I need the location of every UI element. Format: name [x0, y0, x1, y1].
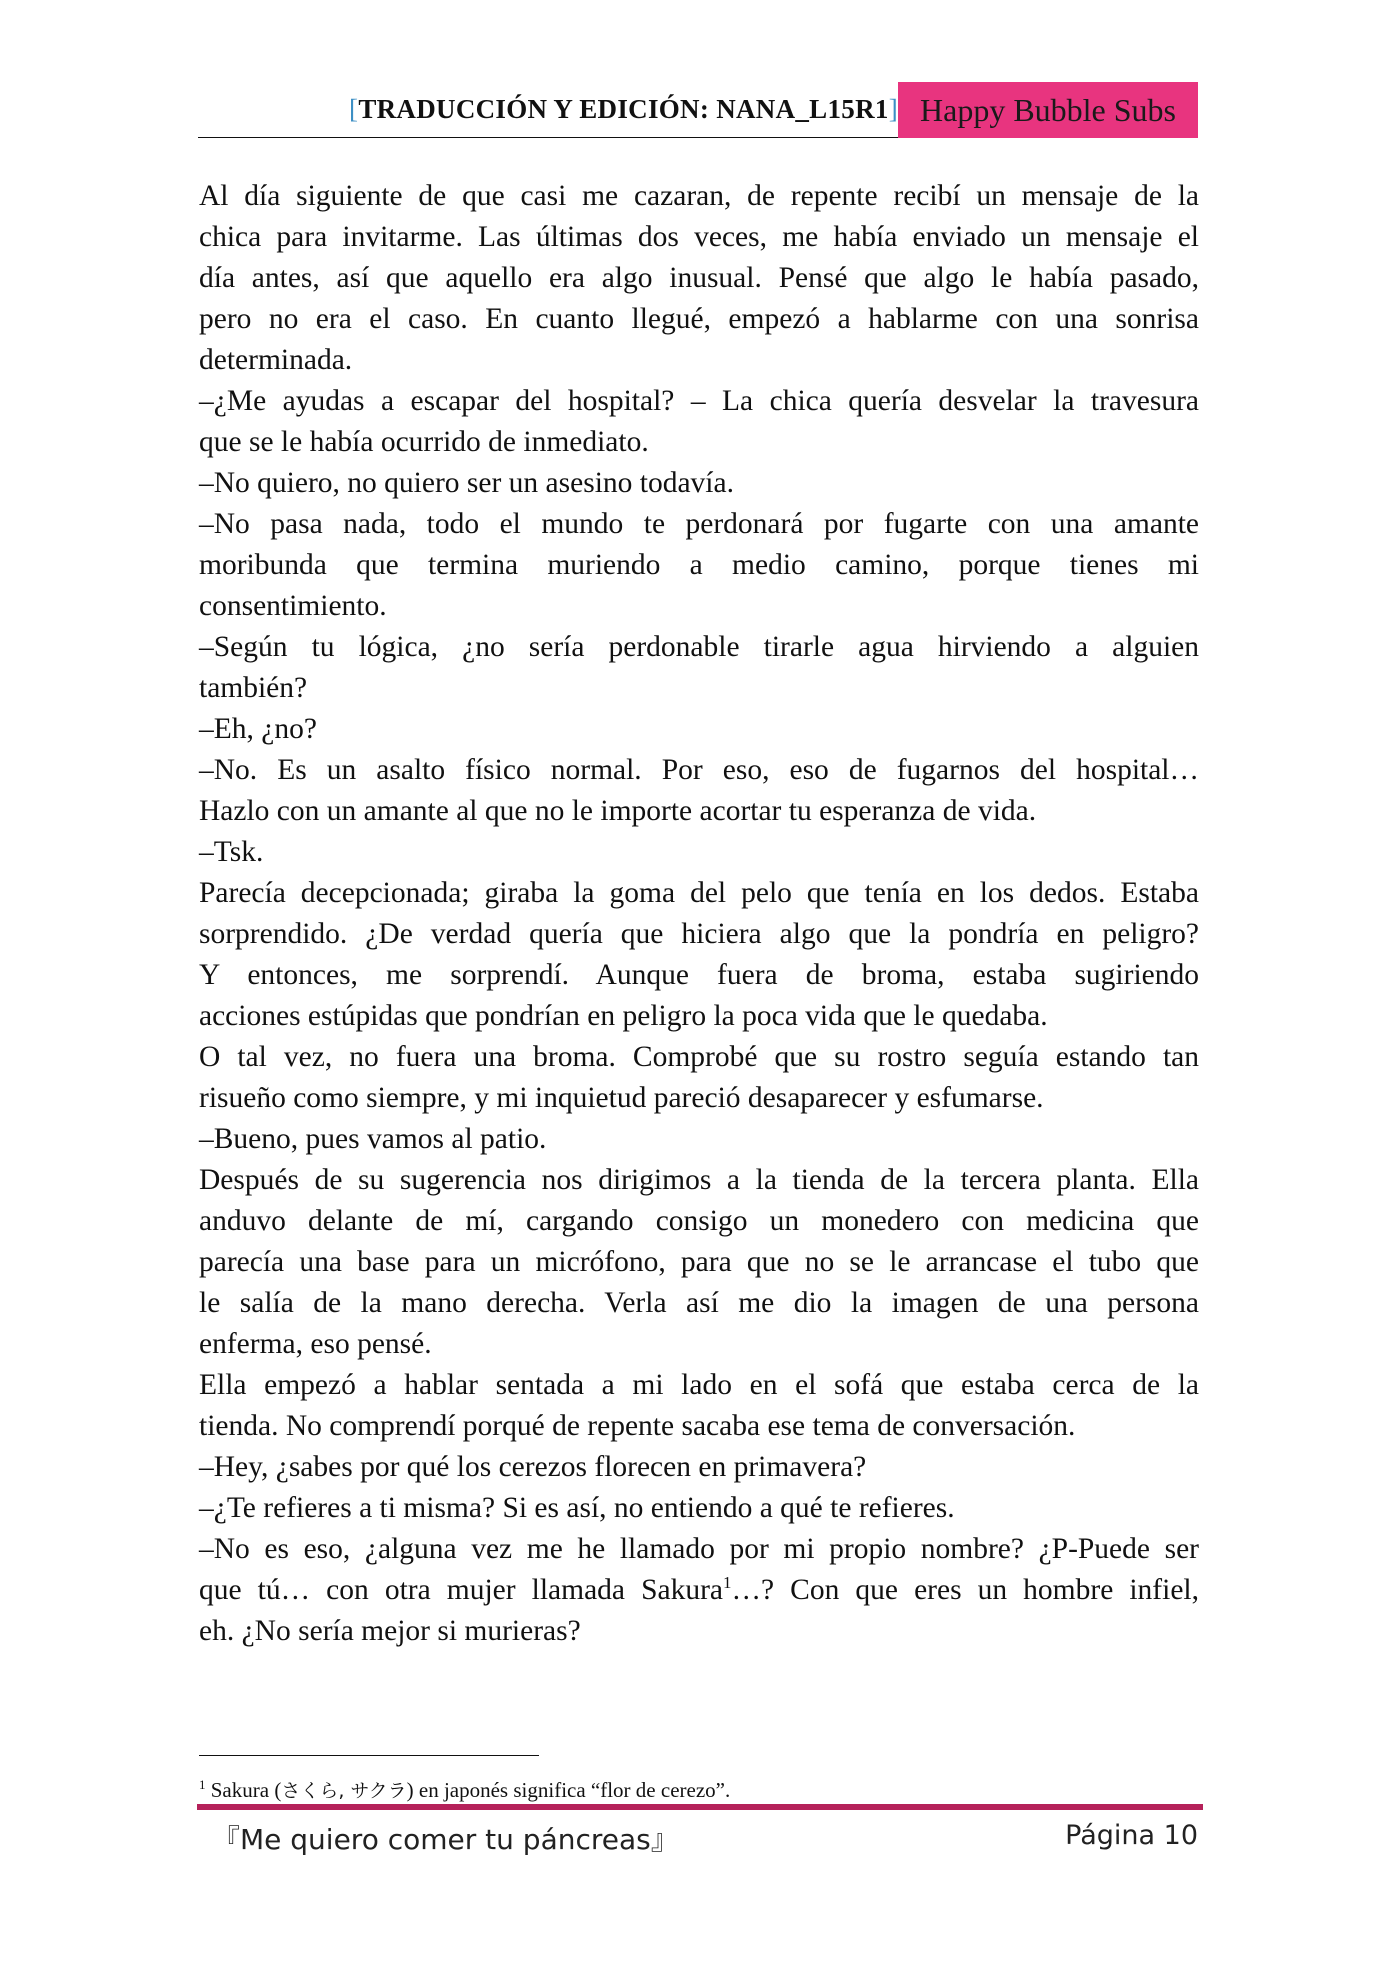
text-line: risueño como siempre, y mi inquietud pareció desaparecer y esfumarse. [199, 1082, 1044, 1114]
text-line: –Eh, ¿no? [199, 713, 317, 745]
group-badge: Happy Bubble Subs [898, 82, 1198, 138]
page-number: Página 10 [1065, 1820, 1198, 1851]
footnote-reference: 1 [723, 1573, 732, 1593]
page-header [198, 82, 1200, 138]
body-text [199, 176, 1199, 1652]
text-line: Después de su sugerencia nos dirigimos a la tienda de la tercera planta. Ella [199, 1164, 1199, 1196]
text-line: –Hey, ¿sabes por qué los cerezos florecen en primavera? [199, 1451, 867, 1483]
text-line: le salía de la mano derecha. Verla así me dio la imagen de una persona [199, 1287, 1199, 1319]
text-line: determinada. [199, 344, 353, 376]
text-line: –No. Es un asalto físico normal. Por eso, eso de fugarnos del hospital… [199, 754, 1199, 786]
text-line: día antes, así que aquello era algo inusual. Pensé que algo le había pasado, [199, 262, 1199, 294]
text-line: consentimiento. [199, 590, 387, 622]
text-line: chica para invitarme. Las últimas dos veces, me había enviado un mensaje el [199, 221, 1199, 253]
text-line: tienda. No comprendí porqué de repente sacaba ese tema de conversación. [199, 1410, 1076, 1442]
open-bracket: [ [349, 94, 359, 124]
text-line: eh. ¿No sería mejor si murieras? [199, 1615, 581, 1647]
text-line: Parecía decepcionada; giraba la goma del pelo que tenía en los dedos. Estaba [199, 877, 1199, 909]
text-line: O tal vez, no fuera una broma. Comprobé que su rostro seguía estando tan [199, 1041, 1199, 1073]
text-line: –No es eso, ¿alguna vez me he llamado por mi propio nombre? ¿P-Puede ser [199, 1533, 1199, 1565]
text-segment: …? Con que eres un hombre infiel, [731, 1574, 1199, 1606]
text-line: que se le había ocurrido de inmediato. [199, 426, 649, 458]
text-line: pero no era el caso. En cuanto llegué, empezó a hablarme con una sonrisa [199, 303, 1199, 335]
footer-rule [197, 1804, 1203, 1810]
text-line: también? [199, 672, 308, 704]
text-line: anduvo delante de mí, cargando consigo un monedero con medicina que [199, 1205, 1199, 1237]
text-line: acciones estúpidas que pondrían en peligro la poca vida que le quedaba. [199, 1000, 1048, 1032]
footnote [199, 1776, 730, 1803]
header-rule [198, 137, 900, 138]
text-line: –Tsk. [199, 836, 264, 868]
text-line: –¿Te refieres a ti misma? Si es así, no entiendo a qué te refieres. [199, 1492, 955, 1524]
text-segment: que tú… con otra mujer llamada Sakura [199, 1574, 723, 1606]
close-bracket: ] [888, 94, 898, 124]
text-line: –No pasa nada, todo el mundo te perdonará por fugarte con una amante [199, 508, 1199, 540]
text-line: enferma, eso pensé. [199, 1328, 432, 1360]
text-line: sorprendido. ¿De verdad quería que hiciera algo que la pondría en peligro? [199, 918, 1199, 950]
footnote-number: 1 [199, 1777, 206, 1792]
text-line: Hazlo con un amante al que no le importe acortar tu esperanza de vida. [199, 795, 1037, 827]
text-line: Al día siguiente de que casi me cazaran, de repente recibí un mensaje de la [199, 180, 1199, 212]
credit-text: TRADUCCIÓN Y EDICIÓN: NANA_L15R1 [358, 94, 889, 124]
text-line: moribunda que termina muriendo a medio camino, porque tienes mi [199, 549, 1199, 581]
footnote-text: ) en japonés significa “flor de cerezo”. [406, 1778, 731, 1802]
text-line: Y entonces, me sorprendí. Aunque fuera de broma, estaba sugiriendo [199, 959, 1199, 991]
text-line: –¿Me ayudas a escapar del hospital? – La chica quería desvelar la travesura [199, 385, 1199, 417]
footnote-term: Sakura ( [210, 1778, 282, 1802]
text-line: –Según tu lógica, ¿no sería perdonable tirarle agua hirviendo a alguien [199, 631, 1199, 663]
text-line-with-footnote [199, 1570, 1199, 1611]
translation-credit [349, 94, 898, 125]
text-line: parecía una base para un micrófono, para que no se le arrancase el tubo que [199, 1246, 1199, 1278]
footnote-rule [199, 1755, 539, 1756]
footnote-japanese: さくら, サクラ [281, 1780, 407, 1802]
text-line: Ella empezó a hablar sentada a mi lado en el sofá que estaba cerca de la [199, 1369, 1199, 1401]
book-title: 『Me quiero comer tu páncreas』 [212, 1823, 679, 1856]
text-line: –No quiero, no quiero ser un asesino todavía. [199, 467, 734, 499]
text-line: –Bueno, pues vamos al patio. [199, 1123, 547, 1155]
